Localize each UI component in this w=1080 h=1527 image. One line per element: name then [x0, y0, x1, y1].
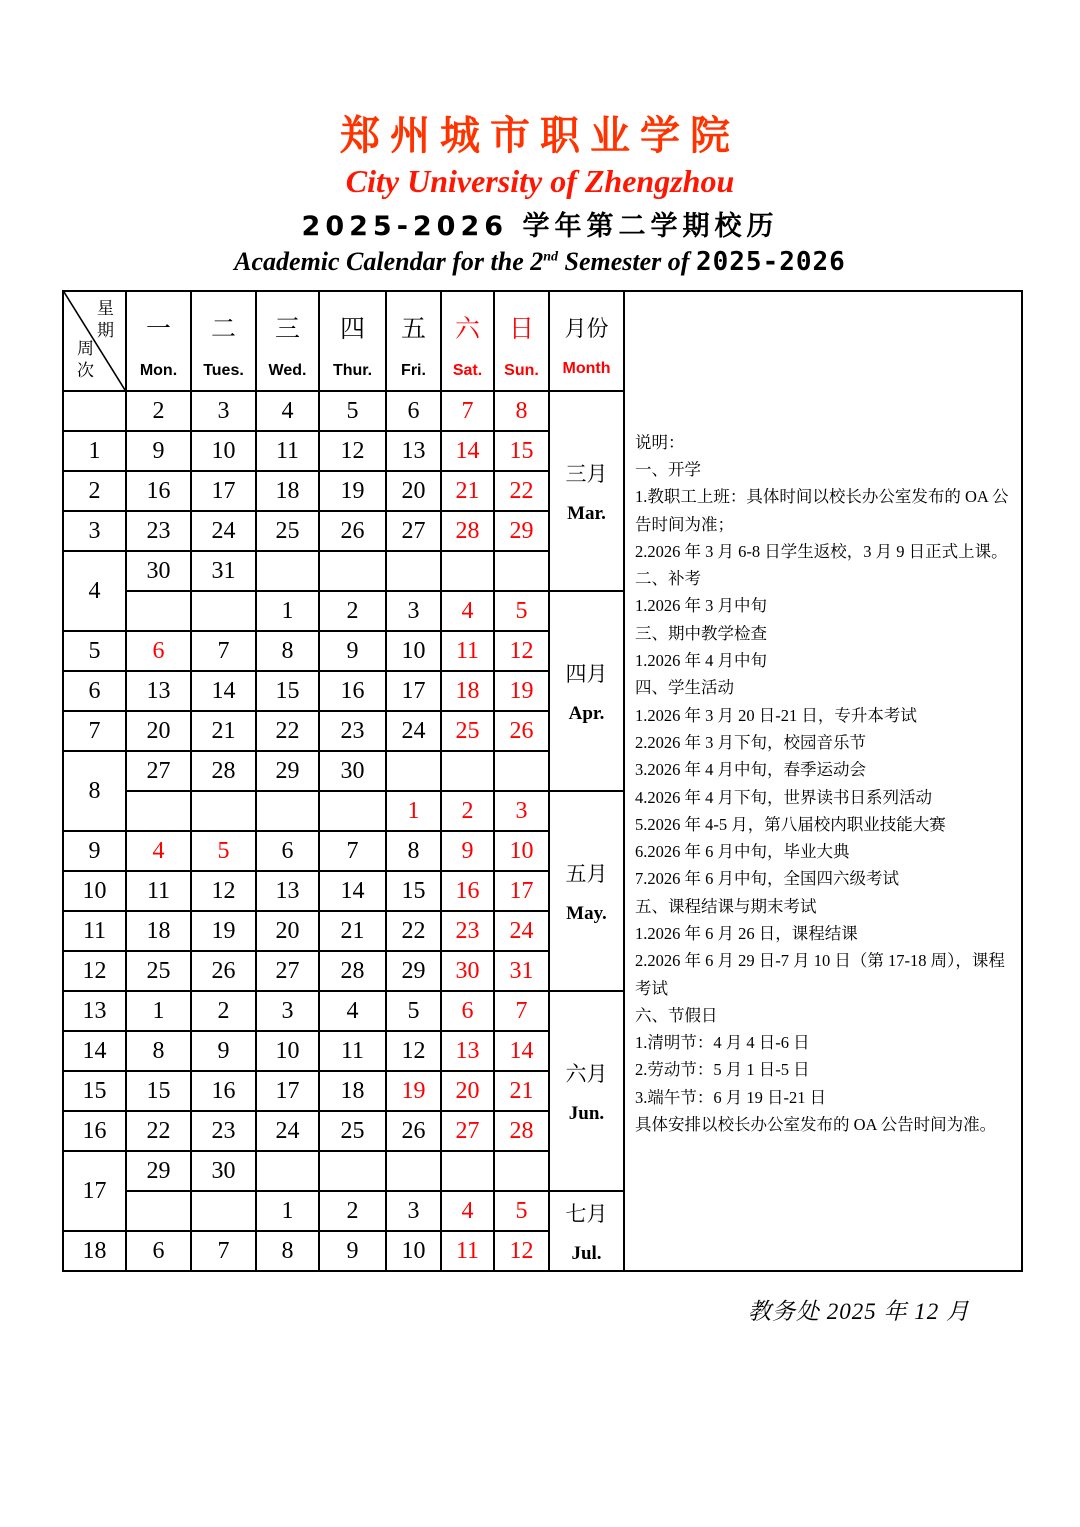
week-number-cell: 13 [63, 991, 126, 1031]
date-cell: 14 [191, 671, 256, 711]
semester-en-mid: Semester of [558, 247, 696, 276]
date-cell: 9 [126, 431, 191, 471]
week-number-cell: 3 [63, 511, 126, 551]
date-cell: 2 [126, 391, 191, 431]
day-name-en: Sat. [452, 361, 483, 379]
date-cell: 8 [256, 1231, 319, 1271]
date-cell-empty [386, 1151, 441, 1191]
week-number-cell: 11 [63, 911, 126, 951]
date-cell: 21 [319, 911, 386, 951]
date-cell: 25 [256, 511, 319, 551]
date-cell: 23 [191, 1111, 256, 1151]
semester-en-prefix: Academic Calendar for the 2 [234, 247, 544, 276]
month-label-en: Jun. [568, 1102, 605, 1124]
month-label-en: Apr. [568, 702, 605, 724]
day-name-en: Fri. [401, 361, 426, 379]
date-cell: 9 [319, 1231, 386, 1271]
month-cell-apr [549, 591, 624, 791]
corner-label-weekday: 星期 [94, 299, 113, 343]
date-cell: 7 [441, 391, 494, 431]
date-cell: 15 [126, 1071, 191, 1111]
date-cell-empty [191, 591, 256, 631]
date-cell: 6 [441, 991, 494, 1031]
date-cell-empty [494, 551, 549, 591]
week-number-cell: 5 [63, 631, 126, 671]
university-name-cn: 郑州城市职业学院 [340, 113, 740, 159]
month-cell-mar [549, 391, 624, 591]
date-cell: 15 [256, 671, 319, 711]
date-cell: 7 [494, 991, 549, 1031]
date-cell: 7 [319, 831, 386, 871]
date-cell: 26 [319, 511, 386, 551]
date-cell-empty [191, 791, 256, 831]
date-cell: 19 [386, 1071, 441, 1111]
day-name-cn: 六 [454, 315, 480, 343]
date-cell: 5 [319, 391, 386, 431]
notes-text [625, 424, 1021, 1139]
date-cell: 30 [441, 951, 494, 991]
date-cell: 12 [386, 1031, 441, 1071]
day-name-en: Sun. [504, 361, 539, 379]
date-cell: 19 [191, 911, 256, 951]
date-cell-empty [319, 551, 386, 591]
date-cell: 20 [386, 471, 441, 511]
date-cell-empty [441, 1151, 494, 1191]
date-cell: 1 [256, 1191, 319, 1231]
date-cell: 30 [319, 751, 386, 791]
day-name-cn: 四 [339, 315, 365, 343]
date-cell: 10 [386, 1231, 441, 1271]
date-cell: 1 [256, 591, 319, 631]
notes-panel [624, 291, 1022, 1271]
date-cell: 13 [126, 671, 191, 711]
date-cell-empty [191, 1191, 256, 1231]
week-number-cell: 7 [63, 711, 126, 751]
date-cell: 22 [256, 711, 319, 751]
date-cell: 11 [441, 1231, 494, 1271]
date-cell: 16 [441, 871, 494, 911]
month-header-en: Month [562, 360, 611, 377]
date-cell: 26 [386, 1111, 441, 1151]
date-cell: 26 [191, 951, 256, 991]
date-cell: 3 [256, 991, 319, 1031]
note-line: 1.2026 年 3 月中旬 [635, 596, 767, 616]
date-cell: 13 [256, 871, 319, 911]
semester-en-years: 2025-2026 [695, 247, 846, 277]
date-cell: 2 [319, 1191, 386, 1231]
date-cell: 10 [191, 431, 256, 471]
month-cell-may [549, 791, 624, 991]
date-cell: 18 [441, 671, 494, 711]
note-line: 2.2026 年 3 月下旬，校园音乐节 [635, 732, 866, 752]
date-cell: 9 [441, 831, 494, 871]
date-cell: 5 [386, 991, 441, 1031]
day-name-cn: 三 [274, 315, 300, 343]
date-cell: 29 [386, 951, 441, 991]
date-cell: 3 [191, 391, 256, 431]
week-number-cell-empty [63, 391, 126, 431]
day-header-sat [441, 291, 494, 391]
week-number-cell: 8 [63, 751, 126, 831]
date-cell: 11 [126, 871, 191, 911]
month-cell-jun [549, 991, 624, 1191]
date-cell-empty [319, 1151, 386, 1191]
day-header-thur [319, 291, 386, 391]
date-cell: 14 [494, 1031, 549, 1071]
date-cell: 11 [441, 631, 494, 671]
week-number-cell: 15 [63, 1071, 126, 1111]
date-cell: 11 [319, 1031, 386, 1071]
date-cell: 8 [256, 631, 319, 671]
day-header-wed [256, 291, 319, 391]
day-header-mon [126, 291, 191, 391]
date-cell: 7 [191, 631, 256, 671]
note-line: 1.2026 年 6 月 26 日，课程结课 [635, 923, 858, 943]
note-line: 4.2026 年 4 月下旬，世界读书日系列活动 [635, 787, 932, 807]
note-line: 一、开学 [635, 459, 701, 479]
day-name-cn: 日 [508, 315, 534, 343]
note-line: 五、课程结课与期末考试 [635, 896, 817, 916]
date-cell: 3 [494, 791, 549, 831]
date-cell: 24 [256, 1111, 319, 1151]
date-cell: 21 [191, 711, 256, 751]
date-cell-empty [256, 551, 319, 591]
date-cell-empty [441, 551, 494, 591]
date-cell: 14 [319, 871, 386, 911]
date-cell: 16 [191, 1071, 256, 1111]
date-cell: 27 [256, 951, 319, 991]
date-cell: 24 [386, 711, 441, 751]
date-cell: 1 [126, 991, 191, 1031]
week-number-cell: 16 [63, 1111, 126, 1151]
date-cell: 3 [386, 1191, 441, 1231]
semester-title-cn: 2025-2026 学年第二学期校历 [301, 211, 779, 242]
date-cell-empty [494, 1151, 549, 1191]
week-number-cell: 4 [63, 551, 126, 631]
date-cell: 23 [126, 511, 191, 551]
date-cell: 10 [386, 631, 441, 671]
date-cell: 19 [494, 671, 549, 711]
date-cell: 17 [256, 1071, 319, 1111]
note-line: 7.2026 年 6 月中旬，全国四六级考试 [635, 869, 899, 889]
day-name-cn: 二 [210, 315, 236, 343]
note-line: 1.2026 年 4 月中旬 [635, 651, 767, 671]
date-cell: 5 [191, 831, 256, 871]
note-line: 说明： [635, 432, 685, 452]
date-cell-empty [494, 751, 549, 791]
date-cell: 11 [256, 431, 319, 471]
date-cell: 18 [126, 911, 191, 951]
date-cell: 26 [494, 711, 549, 751]
date-cell: 23 [441, 911, 494, 951]
month-label-cn: 三月 [565, 461, 608, 486]
date-cell: 19 [319, 471, 386, 511]
date-cell: 9 [319, 631, 386, 671]
date-cell: 22 [386, 911, 441, 951]
date-cell-empty [126, 791, 191, 831]
date-cell: 27 [441, 1111, 494, 1151]
date-cell: 30 [191, 1151, 256, 1191]
day-name-en: Thur. [332, 361, 373, 379]
date-cell: 20 [441, 1071, 494, 1111]
date-cell: 4 [319, 991, 386, 1031]
note-line: 3.端午节：6 月 19 日-21 日 [635, 1087, 827, 1107]
date-cell: 8 [126, 1031, 191, 1071]
week-number-cell: 6 [63, 671, 126, 711]
date-cell: 30 [126, 551, 191, 591]
month-label-cn: 四月 [565, 661, 608, 686]
note-line: 六、节假日 [635, 1005, 718, 1025]
date-cell: 12 [191, 871, 256, 911]
date-cell: 18 [319, 1071, 386, 1111]
date-cell: 6 [126, 1231, 191, 1271]
date-cell: 4 [441, 591, 494, 631]
date-cell: 25 [319, 1111, 386, 1151]
date-cell: 16 [126, 471, 191, 511]
date-cell: 31 [191, 551, 256, 591]
date-cell: 3 [386, 591, 441, 631]
note-line: 二、补考 [635, 569, 701, 589]
date-cell: 12 [494, 631, 549, 671]
title-block [0, 104, 1080, 277]
date-cell: 21 [441, 471, 494, 511]
date-cell: 2 [191, 991, 256, 1031]
month-label-en: May. [566, 902, 607, 924]
note-line: 3.2026 年 4 月中旬，春季运动会 [635, 760, 866, 780]
date-cell: 10 [256, 1031, 319, 1071]
date-cell-empty [256, 1151, 319, 1191]
date-cell-empty [256, 791, 319, 831]
day-name-cn: 一 [145, 315, 171, 343]
date-cell-empty [126, 1191, 191, 1231]
month-label-cn: 五月 [565, 861, 608, 886]
date-cell: 12 [494, 1231, 549, 1271]
week-number-cell: 2 [63, 471, 126, 511]
month-cell-jul [549, 1191, 624, 1271]
university-name-en: City University of Zhengzhou [345, 163, 735, 199]
date-cell: 8 [494, 391, 549, 431]
date-cell: 17 [386, 671, 441, 711]
week-number-cell: 18 [63, 1231, 126, 1271]
calendar-header-row [63, 291, 1022, 391]
note-line: 三、期中教学检查 [635, 623, 767, 643]
day-name-en: Wed. [268, 361, 307, 379]
date-cell: 4 [256, 391, 319, 431]
date-cell: 14 [441, 431, 494, 471]
date-cell-empty [441, 751, 494, 791]
date-cell: 20 [256, 911, 319, 951]
month-label-en: Mar. [567, 502, 606, 524]
date-cell: 31 [494, 951, 549, 991]
date-cell: 25 [441, 711, 494, 751]
note-line: 1.清明节：4 月 4 日-6 日 [635, 1033, 810, 1053]
date-cell: 2 [319, 591, 386, 631]
week-number-cell: 17 [63, 1151, 126, 1231]
date-cell: 9 [191, 1031, 256, 1071]
date-cell: 1 [386, 791, 441, 831]
date-cell-empty [319, 791, 386, 831]
date-cell: 5 [494, 1191, 549, 1231]
date-cell: 4 [441, 1191, 494, 1231]
date-cell: 5 [494, 591, 549, 631]
note-line: 5.2026 年 4-5 月，第八届校内职业技能大赛 [635, 814, 946, 834]
date-cell: 10 [494, 831, 549, 871]
month-label-cn: 七月 [565, 1201, 608, 1226]
date-cell: 24 [494, 911, 549, 951]
date-cell: 29 [494, 511, 549, 551]
date-cell: 25 [126, 951, 191, 991]
date-cell: 13 [441, 1031, 494, 1071]
week-number-cell: 10 [63, 871, 126, 911]
date-cell: 22 [126, 1111, 191, 1151]
date-cell: 6 [126, 631, 191, 671]
note-line: 2.劳动节：5 月 1 日-5 日 [635, 1060, 810, 1080]
date-cell: 28 [494, 1111, 549, 1151]
date-cell: 28 [191, 751, 256, 791]
month-column-header [549, 291, 624, 391]
semester-en-ordinal: nd [543, 249, 559, 265]
date-cell: 7 [191, 1231, 256, 1271]
week-number-cell: 1 [63, 431, 126, 471]
date-cell: 6 [386, 391, 441, 431]
month-header-cn: 月份 [564, 316, 609, 341]
date-cell-empty [126, 591, 191, 631]
date-cell: 4 [126, 831, 191, 871]
academic-calendar-table [62, 290, 1023, 1272]
day-header-tues [191, 291, 256, 391]
date-cell: 6 [256, 831, 319, 871]
date-cell: 18 [256, 471, 319, 511]
date-cell: 17 [191, 471, 256, 511]
corner-label-weekno: 周次 [74, 339, 93, 383]
month-label-cn: 六月 [565, 1061, 608, 1086]
day-name-en: Mon. [139, 361, 178, 379]
date-cell: 20 [126, 711, 191, 751]
month-label-en: Jul. [571, 1242, 602, 1264]
date-cell: 17 [494, 871, 549, 911]
date-cell: 8 [386, 831, 441, 871]
day-header-fri [386, 291, 441, 391]
corner-cell [63, 291, 126, 391]
date-cell: 27 [386, 511, 441, 551]
footer-signature: 教务处 2025 年 12 月 [748, 1299, 970, 1324]
day-header-sun [494, 291, 549, 391]
note-line: 1.教职工上班：具体时间以校长办公室发布的 OA 公告时间为准； [635, 487, 1009, 534]
date-cell: 29 [126, 1151, 191, 1191]
date-cell: 15 [494, 431, 549, 471]
note-line: 四、学生活动 [635, 678, 734, 698]
note-line: 具体安排以校长办公室发布的 OA 公告时间为准。 [635, 1115, 997, 1135]
date-cell: 27 [126, 751, 191, 791]
date-cell: 21 [494, 1071, 549, 1111]
note-line: 1.2026 年 3 月 20 日-21 日，专升本考试 [635, 705, 917, 725]
date-cell-empty [386, 751, 441, 791]
date-cell: 28 [441, 511, 494, 551]
semester-title-en [0, 247, 1080, 277]
date-cell: 13 [386, 431, 441, 471]
note-line: 2.2026 年 6 月 29 日-7 月 10 日（第 17-18 周），课程考试 [635, 951, 1005, 998]
note-line: 2.2026 年 3 月 6-8 日学生返校，3 月 9 日正式上课。 [635, 541, 1008, 561]
date-cell: 2 [441, 791, 494, 831]
day-name-en: Tues. [203, 361, 244, 379]
week-number-cell: 12 [63, 951, 126, 991]
week-number-cell: 14 [63, 1031, 126, 1071]
date-cell: 22 [494, 471, 549, 511]
note-line: 6.2026 年 6 月中旬，毕业大典 [635, 842, 850, 862]
date-cell: 12 [319, 431, 386, 471]
date-cell: 15 [386, 871, 441, 911]
date-cell-empty [386, 551, 441, 591]
date-cell: 24 [191, 511, 256, 551]
date-cell: 16 [319, 671, 386, 711]
date-cell: 29 [256, 751, 319, 791]
date-cell: 23 [319, 711, 386, 751]
date-cell: 28 [319, 951, 386, 991]
week-number-cell: 9 [63, 831, 126, 871]
day-name-cn: 五 [400, 315, 426, 343]
